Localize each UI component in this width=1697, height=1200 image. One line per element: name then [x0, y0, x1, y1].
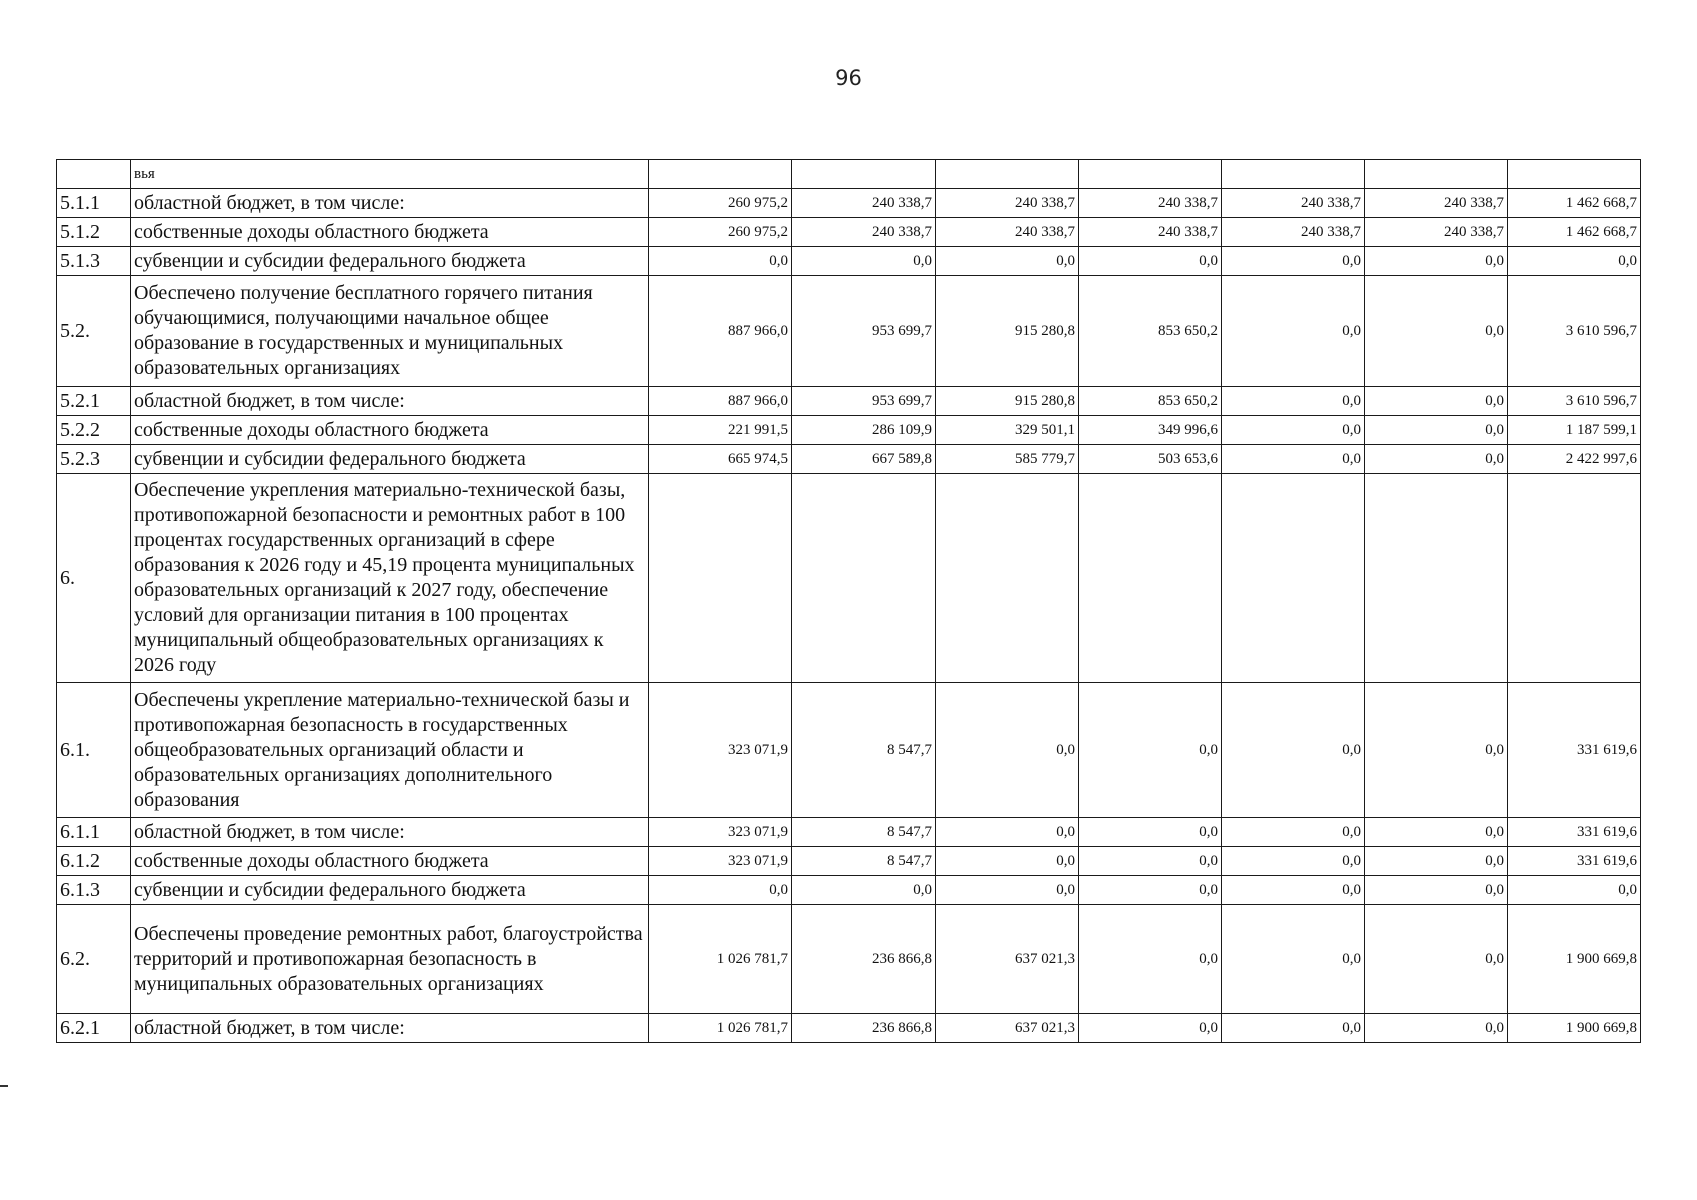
- row-year-value: 0,0: [1079, 818, 1222, 847]
- row-year-value: [936, 160, 1079, 189]
- row-total-value: 2 422 997,6: [1508, 445, 1641, 474]
- row-year-value: 0,0: [1222, 416, 1365, 445]
- row-year-value: 240 338,7: [1079, 189, 1222, 218]
- row-year-value: 349 996,6: [1079, 416, 1222, 445]
- row-total-value: 331 619,6: [1508, 683, 1641, 818]
- row-year-value: 503 653,6: [1079, 445, 1222, 474]
- row-code: 6.1.2: [57, 847, 131, 876]
- table-row: [57, 218, 1641, 247]
- row-code: 5.1.1: [57, 189, 131, 218]
- row-year-value: 0,0: [1222, 847, 1365, 876]
- row-description: собственные доходы областного бюджета: [131, 218, 649, 247]
- row-total-value: 1 462 668,7: [1508, 189, 1641, 218]
- row-year-value: 0,0: [936, 683, 1079, 818]
- row-year-value: 0,0: [1222, 1014, 1365, 1043]
- table-row: [57, 474, 1641, 683]
- table-row: [57, 276, 1641, 387]
- table-row: [57, 818, 1641, 847]
- row-year-value: 0,0: [1079, 1014, 1222, 1043]
- row-description: областной бюджет, в том числе:: [131, 189, 649, 218]
- row-code: 6.1.1: [57, 818, 131, 847]
- table-row: [57, 247, 1641, 276]
- row-year-value: [1222, 474, 1365, 683]
- row-year-value: 585 779,7: [936, 445, 1079, 474]
- row-year-value: 0,0: [792, 876, 936, 905]
- row-year-value: 0,0: [1079, 876, 1222, 905]
- row-year-value: [1222, 160, 1365, 189]
- row-year-value: 240 338,7: [936, 218, 1079, 247]
- row-year-value: [649, 474, 792, 683]
- row-description: вья: [131, 160, 649, 189]
- row-year-value: 0,0: [1222, 683, 1365, 818]
- row-year-value: 0,0: [1365, 876, 1508, 905]
- row-year-value: 260 975,2: [649, 189, 792, 218]
- row-description: собственные доходы областного бюджета: [131, 847, 649, 876]
- row-year-value: 887 966,0: [649, 387, 792, 416]
- row-year-value: [1079, 160, 1222, 189]
- row-code: 5.1.2: [57, 218, 131, 247]
- row-description: областной бюджет, в том числе:: [131, 1014, 649, 1043]
- row-year-value: 953 699,7: [792, 387, 936, 416]
- row-year-value: 0,0: [649, 247, 792, 276]
- row-year-value: 240 338,7: [1365, 189, 1508, 218]
- row-total-value: 0,0: [1508, 876, 1641, 905]
- row-total-value: 331 619,6: [1508, 818, 1641, 847]
- row-year-value: 0,0: [1365, 847, 1508, 876]
- row-year-value: 0,0: [1222, 247, 1365, 276]
- row-year-value: 240 338,7: [1222, 189, 1365, 218]
- row-year-value: 240 338,7: [1365, 218, 1508, 247]
- row-year-value: [792, 160, 936, 189]
- table-row: [57, 1014, 1641, 1043]
- row-year-value: 0,0: [1079, 683, 1222, 818]
- row-year-value: 887 966,0: [649, 276, 792, 387]
- row-year-value: 1 026 781,7: [649, 905, 792, 1014]
- row-description: субвенции и субсидии федерального бюджета: [131, 876, 649, 905]
- row-year-value: 0,0: [1365, 818, 1508, 847]
- row-code: 6.1.: [57, 683, 131, 818]
- row-year-value: 0,0: [1079, 847, 1222, 876]
- row-year-value: 667 589,8: [792, 445, 936, 474]
- row-year-value: 953 699,7: [792, 276, 936, 387]
- row-code: 6.2.: [57, 905, 131, 1014]
- row-year-value: 8 547,7: [792, 847, 936, 876]
- row-code: 5.2.: [57, 276, 131, 387]
- row-code: 5.2.3: [57, 445, 131, 474]
- table-row: [57, 160, 1641, 189]
- row-description: областной бюджет, в том числе:: [131, 818, 649, 847]
- row-year-value: 0,0: [1365, 387, 1508, 416]
- row-year-value: 0,0: [1365, 1014, 1508, 1043]
- row-year-value: 8 547,7: [792, 683, 936, 818]
- row-total-value: [1508, 474, 1641, 683]
- row-year-value: 323 071,9: [649, 818, 792, 847]
- budget-table: [56, 159, 1641, 1043]
- row-code: 6.2.1: [57, 1014, 131, 1043]
- row-year-value: 0,0: [649, 876, 792, 905]
- row-total-value: 1 900 669,8: [1508, 1014, 1641, 1043]
- row-year-value: 637 021,3: [936, 905, 1079, 1014]
- table-row: [57, 876, 1641, 905]
- row-year-value: 260 975,2: [649, 218, 792, 247]
- row-year-value: 0,0: [1222, 445, 1365, 474]
- row-total-value: [1508, 160, 1641, 189]
- table-row: [57, 445, 1641, 474]
- table-row: [57, 847, 1641, 876]
- row-year-value: 0,0: [1365, 276, 1508, 387]
- row-year-value: 323 071,9: [649, 683, 792, 818]
- row-year-value: 853 650,2: [1079, 276, 1222, 387]
- row-total-value: 1 900 669,8: [1508, 905, 1641, 1014]
- row-description: Обеспечение укрепления материально-технической базы, противопожарной безопасности и ремонтных работ в 100 процентах государственных организаций в сфере образования к 2026 году и 45,19 процента муниципальных образовательных организаций к 2027 году, обеспечение условий для организации питания в 100 процентах муниципальный общеобразовательных организациях к 2026 году: [131, 474, 649, 683]
- row-year-value: [936, 474, 1079, 683]
- row-total-value: 1 187 599,1: [1508, 416, 1641, 445]
- row-year-value: 665 974,5: [649, 445, 792, 474]
- row-code: 5.1.3: [57, 247, 131, 276]
- row-year-value: 286 109,9: [792, 416, 936, 445]
- row-year-value: 240 338,7: [792, 218, 936, 247]
- table-row: [57, 189, 1641, 218]
- row-total-value: 331 619,6: [1508, 847, 1641, 876]
- row-year-value: 915 280,8: [936, 276, 1079, 387]
- row-year-value: 0,0: [1222, 276, 1365, 387]
- row-year-value: [1079, 474, 1222, 683]
- row-year-value: 0,0: [1365, 416, 1508, 445]
- row-description: субвенции и субсидии федерального бюджета: [131, 247, 649, 276]
- row-description: субвенции и субсидии федерального бюджета: [131, 445, 649, 474]
- row-year-value: 221 991,5: [649, 416, 792, 445]
- row-year-value: 240 338,7: [792, 189, 936, 218]
- row-year-value: 0,0: [936, 247, 1079, 276]
- row-code: [57, 160, 131, 189]
- row-year-value: 236 866,8: [792, 905, 936, 1014]
- row-description: Обеспечены укрепление материально-технической базы и противопожарная безопасность в государственных общеобразовательных организаций области и образовательных организациях дополнительного образования: [131, 683, 649, 818]
- row-year-value: [792, 474, 936, 683]
- table-row: [57, 416, 1641, 445]
- row-year-value: 1 026 781,7: [649, 1014, 792, 1043]
- row-year-value: 853 650,2: [1079, 387, 1222, 416]
- row-year-value: 0,0: [1365, 683, 1508, 818]
- row-year-value: [1365, 474, 1508, 683]
- table-row: [57, 387, 1641, 416]
- row-year-value: 240 338,7: [936, 189, 1079, 218]
- row-year-value: 0,0: [1365, 247, 1508, 276]
- row-total-value: 3 610 596,7: [1508, 387, 1641, 416]
- row-year-value: 329 501,1: [936, 416, 1079, 445]
- row-year-value: 240 338,7: [1079, 218, 1222, 247]
- row-year-value: 915 280,8: [936, 387, 1079, 416]
- row-description: Обеспечено получение бесплатного горячего питания обучающимися, получающими начальное общее образование в государственных и муниципальных образовательных организациях: [131, 276, 649, 387]
- row-description: Обеспечены проведение ремонтных работ, благоустройства территорий и противопожарная безопасность в муниципальных образовательных организациях: [131, 905, 649, 1014]
- row-year-value: 637 021,3: [936, 1014, 1079, 1043]
- row-year-value: 0,0: [1222, 905, 1365, 1014]
- row-total-value: 3 610 596,7: [1508, 276, 1641, 387]
- row-year-value: 0,0: [936, 818, 1079, 847]
- row-year-value: [649, 160, 792, 189]
- row-code: 5.2.2: [57, 416, 131, 445]
- row-year-value: 240 338,7: [1222, 218, 1365, 247]
- row-year-value: 0,0: [1079, 905, 1222, 1014]
- row-year-value: 236 866,8: [792, 1014, 936, 1043]
- row-year-value: 8 547,7: [792, 818, 936, 847]
- row-year-value: 0,0: [1365, 905, 1508, 1014]
- row-year-value: 0,0: [1222, 387, 1365, 416]
- row-total-value: 1 462 668,7: [1508, 218, 1641, 247]
- row-year-value: 323 071,9: [649, 847, 792, 876]
- row-code: 6.1.3: [57, 876, 131, 905]
- row-year-value: 0,0: [1222, 876, 1365, 905]
- row-code: 5.2.1: [57, 387, 131, 416]
- row-year-value: 0,0: [792, 247, 936, 276]
- row-year-value: 0,0: [1222, 818, 1365, 847]
- row-code: 6.: [57, 474, 131, 683]
- row-year-value: [1365, 160, 1508, 189]
- row-year-value: 0,0: [1365, 445, 1508, 474]
- row-description: собственные доходы областного бюджета: [131, 416, 649, 445]
- row-year-value: 0,0: [936, 847, 1079, 876]
- table-row: [57, 683, 1641, 818]
- row-year-value: 0,0: [936, 876, 1079, 905]
- row-year-value: 0,0: [1079, 247, 1222, 276]
- page-number: 96: [835, 66, 862, 90]
- row-description: областной бюджет, в том числе:: [131, 387, 649, 416]
- table-row: [57, 905, 1641, 1014]
- scan-edge-mark: [0, 1085, 8, 1087]
- row-total-value: 0,0: [1508, 247, 1641, 276]
